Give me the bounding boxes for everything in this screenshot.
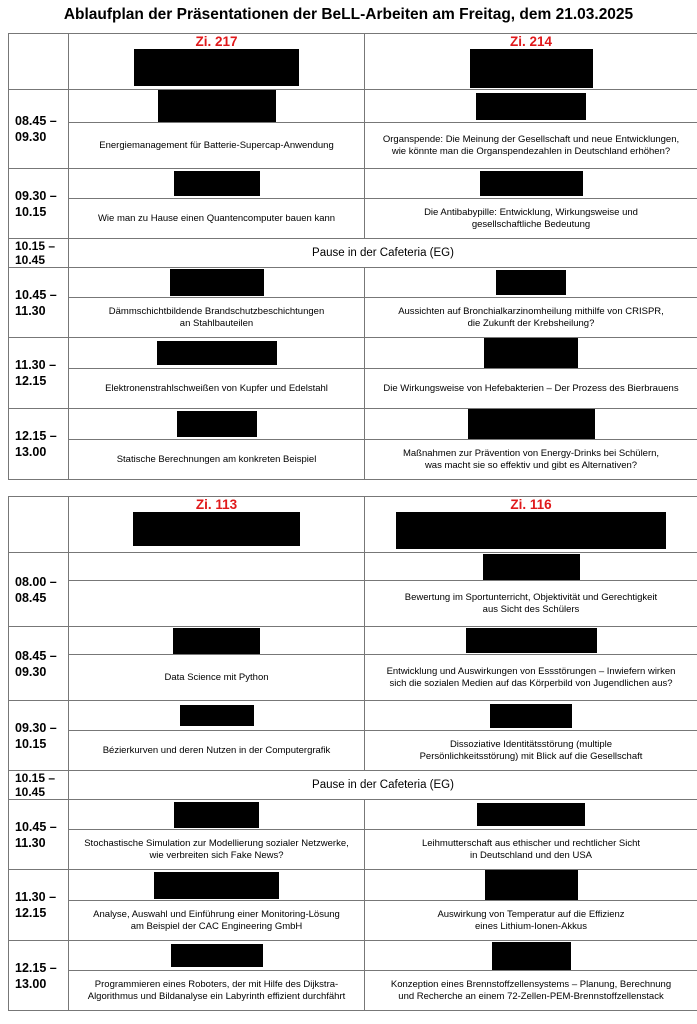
presenter-cell	[365, 338, 697, 369]
presenter-cell	[365, 627, 697, 655]
redacted-name-block	[173, 628, 260, 654]
time-slot: 09.30 – 10.15	[9, 169, 69, 239]
room-header-row	[9, 34, 697, 90]
presenter-row	[9, 338, 697, 369]
room-label: Zi. 217	[195, 34, 238, 49]
topic-row	[9, 369, 697, 409]
redacted-name-block	[174, 171, 260, 196]
redacted-name-block	[476, 93, 586, 120]
room-header-cell	[365, 34, 697, 90]
redacted-name-block	[496, 270, 566, 295]
room-header-cell	[69, 34, 365, 90]
time-slot: 11.30 – 12.15	[9, 870, 69, 941]
presenter-cell	[365, 169, 697, 199]
topic-cell: Organspende: Die Meinung der Gesellschaft und neue Entwicklungen, wie könnte man die Organspendezahlen in Deutschland erhöhen?	[365, 123, 697, 169]
redacted-name-block	[490, 704, 572, 728]
topic-cell: Entwicklung und Auswirkungen von Essstörungen – Inwiefern wirken sich die sozialen Medien auf das Körperbild von Jugendlichen aus?	[365, 655, 697, 701]
presenter-cell	[69, 169, 365, 199]
redacted-name-block	[157, 341, 277, 365]
presenter-row	[9, 800, 697, 830]
topic-cell: Dämmschichtbildende Brandschutzbeschichtungen an Stahlbauteilen	[69, 298, 365, 338]
time-slot: 09.30 – 10.15	[9, 701, 69, 771]
redacted-name-block	[158, 90, 276, 122]
presenter-cell	[69, 268, 365, 298]
presenter-cell	[69, 800, 365, 830]
presenter-row	[9, 409, 697, 440]
presenter-cell	[365, 409, 697, 440]
presenter-cell	[69, 627, 365, 655]
redacted-name-block	[133, 512, 300, 546]
redacted-name-block	[154, 872, 279, 899]
time-slot: 08.00 – 08.45	[9, 553, 69, 627]
presenter-cell	[69, 553, 365, 581]
presenter-cell	[365, 800, 697, 830]
room-header-row	[9, 497, 697, 553]
topic-row	[9, 731, 697, 771]
presenter-cell	[365, 870, 697, 901]
presenter-cell	[365, 553, 697, 581]
redacted-name-block	[466, 628, 597, 653]
topic-row	[9, 581, 697, 627]
presenter-row	[9, 941, 697, 971]
redacted-name-block	[171, 944, 263, 967]
redacted-name-block	[174, 802, 259, 828]
topic-cell: Programmieren eines Roboters, der mit Hilfe des Dijkstra- Algorithmus und Bildanalyse ein Labyrinth effizient durchfährt	[69, 971, 365, 1011]
presenter-row	[9, 701, 697, 731]
corner-cell	[9, 34, 69, 90]
topic-row	[9, 440, 697, 480]
pause-time: 10.15 – 10.45	[9, 239, 69, 268]
time-slot: 10.45 – 11.30	[9, 800, 69, 870]
topic-cell: Energiemanagement für Batterie-Supercap-Anwendung	[69, 123, 365, 169]
redacted-name-block	[180, 705, 254, 726]
presenter-cell	[69, 90, 365, 123]
topic-cell: Wie man zu Hause einen Quantencomputer bauen kann	[69, 199, 365, 239]
topic-cell: Leihmutterschaft aus ethischer und rechtlicher Sicht in Deutschland und den USA	[365, 830, 697, 870]
schedule-table-1	[8, 33, 697, 480]
presenter-row	[9, 268, 697, 298]
pause-time: 10.15 – 10.45	[9, 771, 69, 800]
topic-row	[9, 199, 697, 239]
room-label: Zi. 214	[509, 34, 553, 49]
room-label: Zi. 116	[510, 497, 552, 512]
presenter-row	[9, 169, 697, 199]
page-title: Ablaufplan der Präsentationen der BeLL-Arbeiten am Freitag, dem 21.03.2025	[63, 6, 634, 23]
topic-cell: Die Wirkungsweise von Hefebakterien – Der Prozess des Bierbrauens	[365, 369, 697, 409]
time-slot: 10.45 – 11.30	[9, 268, 69, 338]
room-header-cell	[365, 497, 697, 553]
redacted-name-block	[134, 49, 299, 86]
topic-row	[9, 298, 697, 338]
topic-cell: Bézierkurven und deren Nutzen in der Computergrafik	[69, 731, 365, 771]
presenter-cell	[69, 409, 365, 440]
presenter-cell	[69, 338, 365, 369]
topic-row	[9, 971, 697, 1011]
time-slot: 12.15 – 13.00	[9, 409, 69, 480]
presenter-cell	[365, 941, 697, 971]
room-label: Zi. 113	[195, 497, 238, 512]
presenter-row	[9, 553, 697, 581]
topic-row	[9, 655, 697, 701]
redacted-name-block	[485, 870, 578, 900]
time-slot: 11.30 – 12.15	[9, 338, 69, 409]
redacted-name-block	[177, 411, 257, 437]
room-header-cell	[69, 497, 365, 553]
presenter-cell	[69, 701, 365, 731]
topic-cell: Analyse, Auswahl und Einführung einer Monitoring-Lösung am Beispiel der CAC Engineering GmbH	[69, 901, 365, 941]
presenter-cell	[69, 870, 365, 901]
topic-cell: Stochastische Simulation zur Modellierung sozialer Netzwerke, wie verbreiten sich Fake News?	[69, 830, 365, 870]
redacted-name-block	[468, 409, 595, 439]
redacted-name-block	[483, 554, 580, 580]
presenter-cell	[365, 268, 697, 298]
redacted-name-block	[170, 269, 264, 296]
redacted-name-block	[470, 49, 593, 88]
topic-cell: Die Antibabypille: Entwicklung, Wirkungsweise und gesellschaftliche Bedeutung	[365, 199, 697, 239]
pause-label: Pause in der Cafeteria (EG)	[69, 771, 697, 800]
schedule-table-2	[8, 496, 697, 1011]
topic-cell: Maßnahmen zur Prävention von Energy-Drinks bei Schülern, was macht sie so effektiv und gibt es Alternativen?	[365, 440, 697, 480]
time-slot: 08.45 – 09.30	[9, 90, 69, 169]
presenter-cell	[365, 701, 697, 731]
presenter-row	[9, 90, 697, 123]
pause-row	[9, 239, 697, 268]
topic-cell: Bewertung im Sportunterricht, Objektivität und Gerechtigkeit aus Sicht des Schülers	[365, 581, 697, 627]
presenter-cell	[69, 941, 365, 971]
topic-cell: Statische Berechnungen am konkreten Beispiel	[69, 440, 365, 480]
redacted-name-block	[492, 942, 571, 970]
topic-cell: Konzeption eines Brennstoffzellensystems – Planung, Berechnung und Recherche an einem 72-Zellen-PEM-Brennstoffzellenstack	[365, 971, 697, 1011]
presenter-cell	[365, 90, 697, 123]
topic-row	[9, 901, 697, 941]
redacted-name-block	[396, 512, 666, 549]
topic-cell: Dissoziative Identitätsstörung (multiple Persönlichkeitsstörung) mit Blick auf die Gesellschaft	[365, 731, 697, 771]
topic-row	[9, 123, 697, 169]
presenter-row	[9, 870, 697, 901]
time-slot: 12.15 – 13.00	[9, 941, 69, 1011]
corner-cell	[9, 497, 69, 553]
redacted-name-block	[477, 803, 585, 826]
redacted-name-block	[484, 338, 578, 368]
topic-cell: Data Science mit Python	[69, 655, 365, 701]
presenter-row	[9, 627, 697, 655]
topic-cell: Aussichten auf Bronchialkarzinomheilung mithilfe von CRISPR, die Zukunft der Krebsheilung?	[365, 298, 697, 338]
redacted-name-block	[480, 171, 583, 196]
topic-cell: Auswirkung von Temperatur auf die Effizienz eines Lithium-Ionen-Akkus	[365, 901, 697, 941]
topic-row	[9, 830, 697, 870]
topic-cell	[69, 581, 365, 627]
pause-label: Pause in der Cafeteria (EG)	[69, 239, 697, 268]
topic-cell: Elektronenstrahlschweißen von Kupfer und Edelstahl	[69, 369, 365, 409]
time-slot: 08.45 – 09.30	[9, 627, 69, 701]
pause-row	[9, 771, 697, 800]
